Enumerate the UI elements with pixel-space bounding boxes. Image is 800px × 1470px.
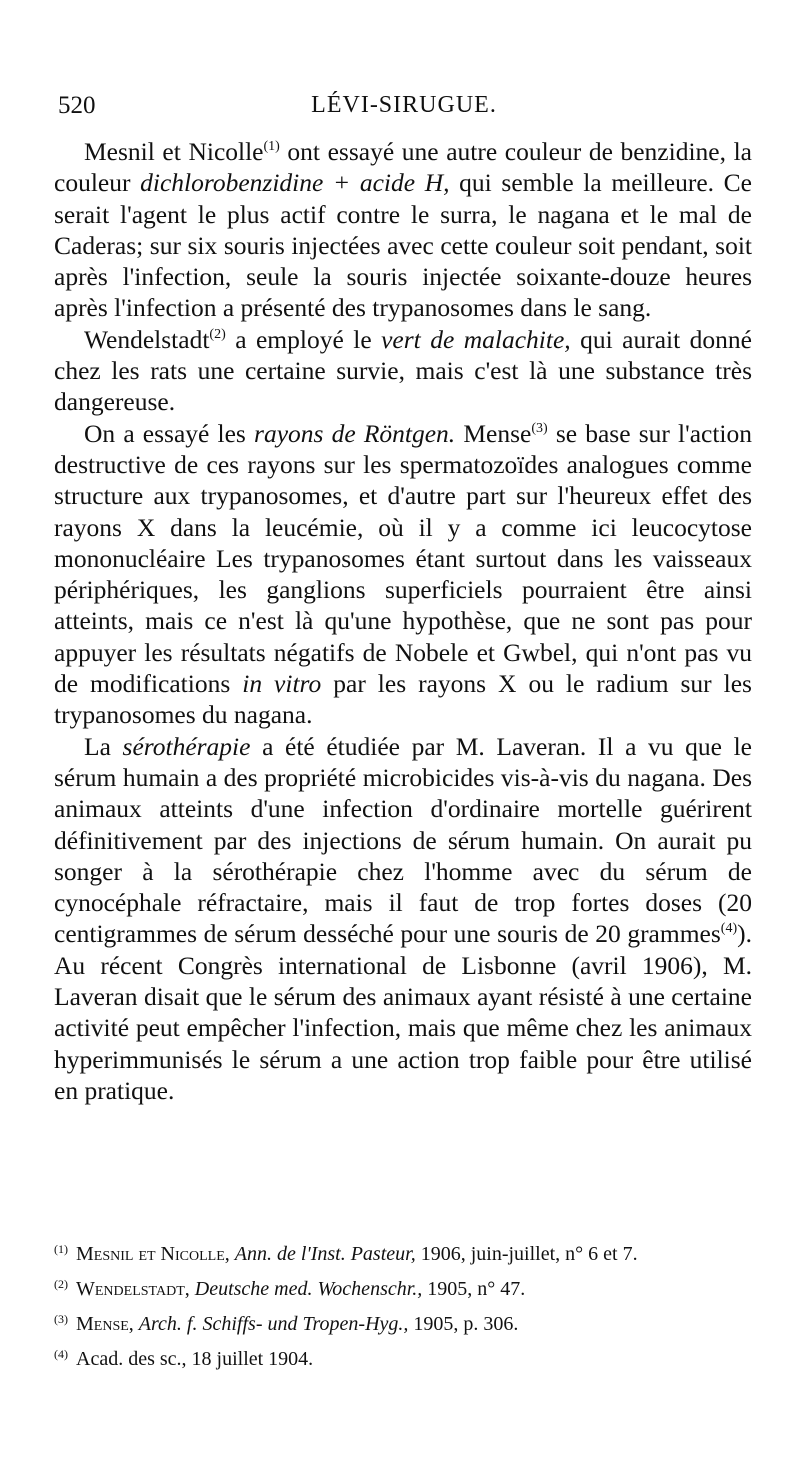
paragraph-rontgen: On a essayé les rayons de Röntgen. Mense$^{(3)}$ se base sur l'action destructive de ces rayons sur les spermatozoïdes analogues comme structure aux trypanosomes, et d'autre part sur l'heureux effet des rayons X dans la leucémie, où il y a comme ici leucocytose mononucléaire Les trypanosomes étant surtout dans les vaisseaux périphériques, les ganglions superficiels pourraient être ainsi atteints, mais ce n'est là qu'une hypothèse, que ne sont pas pour appuyer les résultats négatifs de Nobele et Gwbel, qui n'ont pas vu de modifications in vitro par les rayons X ou le radium sur les trypanosomes du nagana. — [54, 418, 753, 730]
footnote: $^{(1)}$ Mesnil et Nicolle, Ann. de l'Inst. Pasteur, 1906, juin-juillet, n° 6 et 7. — [54, 1242, 638, 1265]
paragraph-mesnil-nicolle: Mesnil et Nicolle$^{(1)}$ ont essayé une autre couleur de benzidine, la couleur dichlorobenzidine + acide H, qui semble la meilleure. Ce serait l'agent le plus actif contre le surra, le nagana et le mal de Caderas; sur six souris injectées avec cette couleur soit pendant, soit après l'infection, seule la souris injectée soixante-douze heures après l'infection a présenté des trypanosomes dans le sang. — [54, 137, 752, 323]
running-head: LÉVI-SIRUGUE. — [311, 92, 497, 118]
emphasis-term: in vitro — [242, 669, 322, 699]
emphasis-term: sérothérapie — [122, 731, 251, 761]
footnote-ref[interactable]: (3) — [531, 420, 548, 436]
footnote: $^{(3)}$ Mense, Arch. f. Schiffs- und Tropen-Hyg., 1905, p. 306. — [54, 1312, 519, 1335]
emphasis-term: rayons de Röntgen. — [254, 418, 456, 448]
page-number: 520 — [58, 92, 96, 119]
paragraph-serotherapie: La sérothérapie a été étudiée par M. Laveran. Il a vu que le sérum humain a des propriété microbicides vis-à-vis du nagana. Des animaux atteints d'une infection d'ordinaire mortelle guérirent définitivement par des injections de sérum humain. On aurait pu songer à la sérothérapie chez l'homme avec du sérum de cynocéphale réfractaire, mais il faut de trop fortes doses (20 centigrammes de sérum desséché pour une souris de 20 grammes$^{(4)}$). Au récent Congrès international de Lisbonne (avril 1906), M. Laveran disait que le sérum des animaux ayant résisté à une certaine activité peut empêcher l'infection, mais que même chez les animaux hyperimmunisés le sérum a une action trop faible pour être utilisé en pratique. — [54, 731, 752, 1105]
footnote: $^{(2)}$ Wendelstadt, Deutsche med. Wochenschr., 1905, n° 47. — [54, 1277, 526, 1300]
footnote-ref[interactable]: (1) — [263, 139, 280, 154]
emphasis-term: vert de malachite, — [381, 324, 571, 354]
footnote: $^{(4)}$ Acad. des sc., 18 juillet 1904. — [54, 1347, 314, 1370]
page-header — [58, 92, 750, 128]
body-text — [54, 136, 752, 1106]
paragraph-wendelstadt: Wendelstadt$^{(2)}$ a employé le vert de malachite, qui aurait donné chez les rats une certaine survie, mais c'est là une substance très dangereuse. — [54, 324, 752, 417]
footnote-ref[interactable]: (2) — [209, 326, 226, 342]
footnotes — [54, 1234, 766, 1374]
footnote-ref[interactable]: (4) — [720, 921, 738, 937]
emphasis-term: dichlorobenzidine + acide H, — [140, 168, 450, 198]
